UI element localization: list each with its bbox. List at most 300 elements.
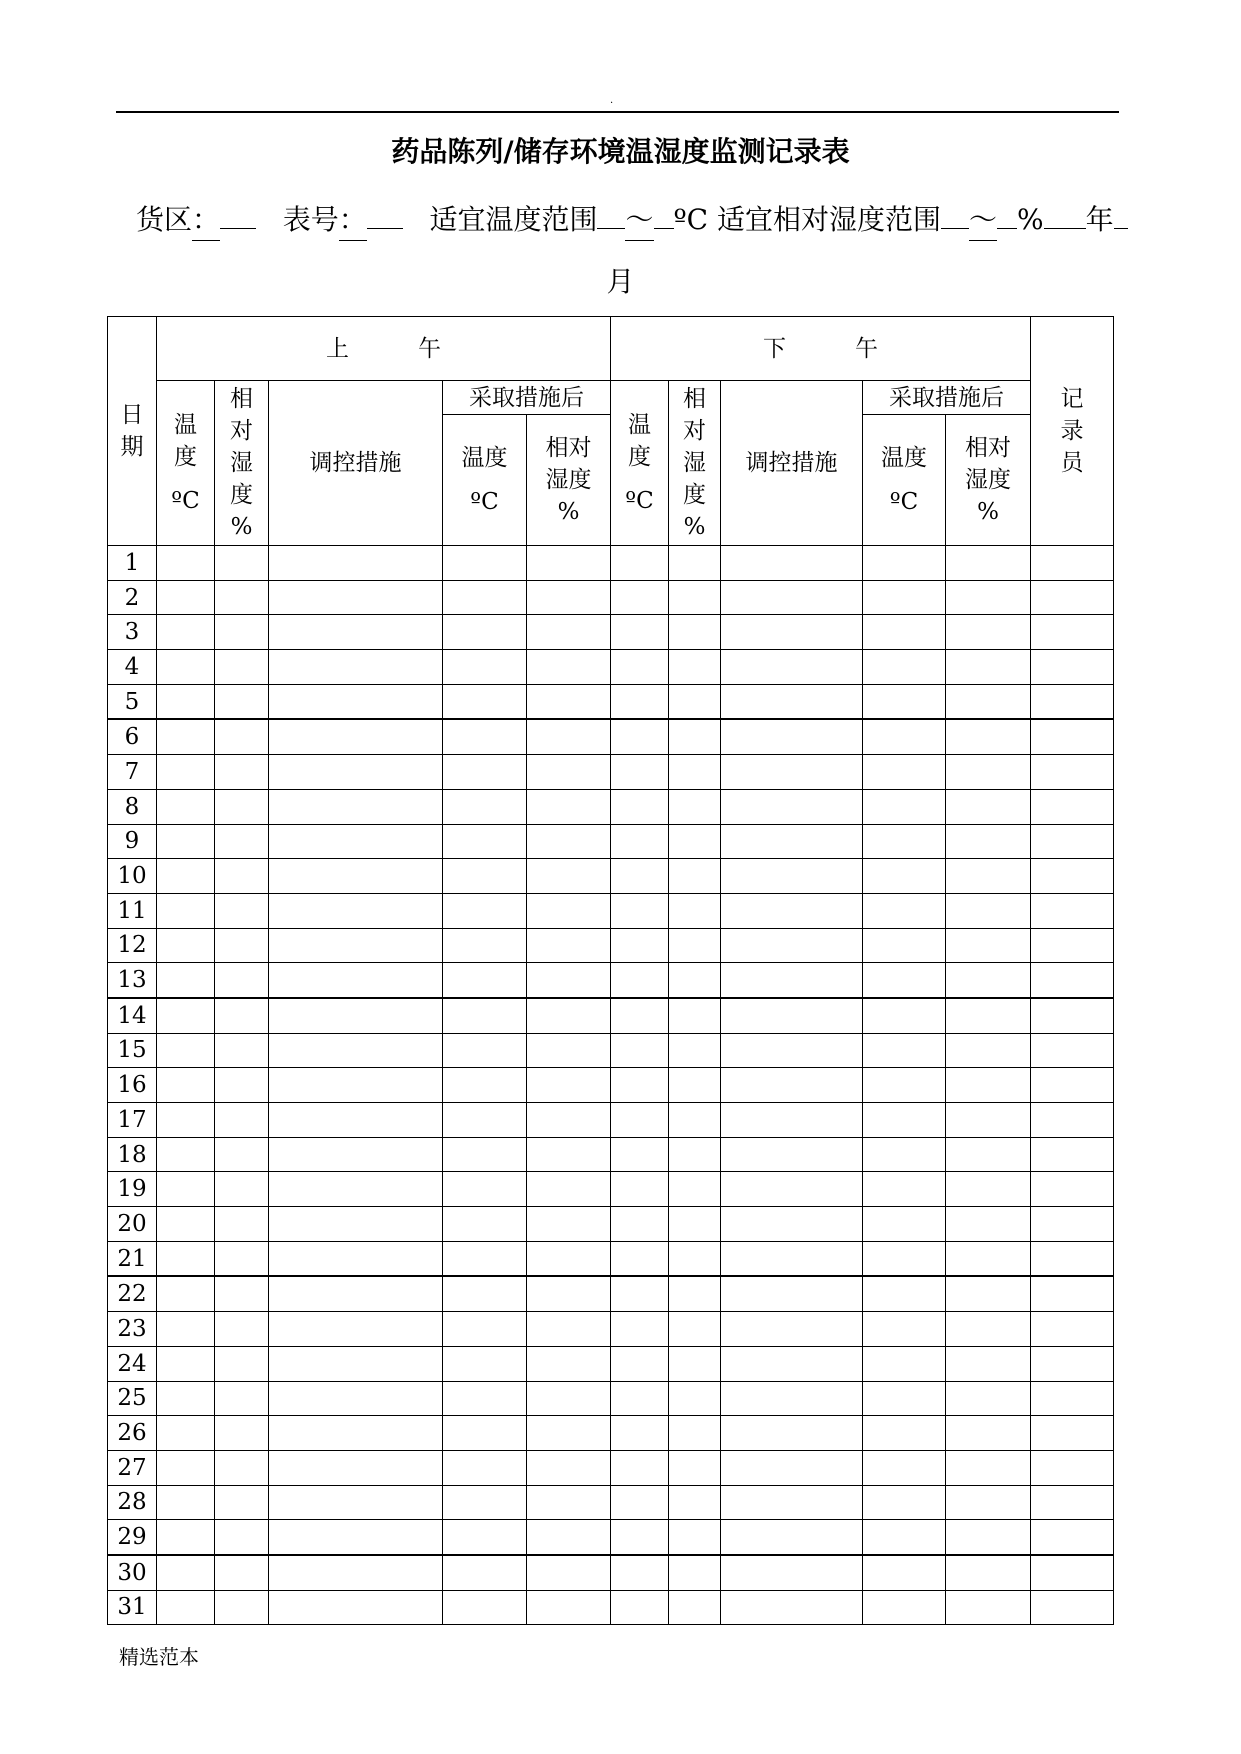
am-after-temp-cell[interactable] (443, 1450, 527, 1485)
am-after-rh-cell[interactable] (527, 998, 611, 1033)
am-rh-cell[interactable] (215, 684, 269, 719)
am-temp-cell[interactable] (157, 1450, 215, 1485)
pm-measure-cell[interactable] (721, 1381, 863, 1416)
am-rh-cell[interactable] (215, 998, 269, 1033)
pm-temp-cell[interactable] (611, 789, 669, 824)
am-after-temp-cell[interactable] (443, 1416, 527, 1451)
pm-after-temp-cell[interactable] (863, 789, 946, 824)
pm-measure-cell[interactable] (721, 1485, 863, 1520)
am-after-rh-cell[interactable] (527, 1207, 611, 1242)
pm-rh-cell[interactable] (669, 684, 721, 719)
pm-temp-cell[interactable] (611, 1068, 669, 1103)
am-rh-cell[interactable] (215, 1485, 269, 1520)
pm-after-rh-cell[interactable] (946, 1555, 1031, 1590)
recorder-cell[interactable] (1031, 893, 1114, 928)
am-after-temp-cell[interactable] (443, 893, 527, 928)
pm-after-rh-cell[interactable] (946, 1276, 1031, 1311)
pm-after-rh-cell[interactable] (946, 1520, 1031, 1555)
recorder-cell[interactable] (1031, 1103, 1114, 1138)
pm-after-rh-cell[interactable] (946, 615, 1031, 650)
pm-rh-cell[interactable] (669, 1555, 721, 1590)
recorder-cell[interactable] (1031, 1381, 1114, 1416)
pm-measure-cell[interactable] (721, 1172, 863, 1207)
pm-temp-cell[interactable] (611, 1172, 669, 1207)
pm-after-temp-cell[interactable] (863, 1068, 946, 1103)
am-after-rh-cell[interactable] (527, 824, 611, 859)
pm-measure-cell[interactable] (721, 1346, 863, 1381)
am-temp-cell[interactable] (157, 1137, 215, 1172)
pm-temp-cell[interactable] (611, 1520, 669, 1555)
pm-after-temp-cell[interactable] (863, 1033, 946, 1068)
pm-rh-cell[interactable] (669, 893, 721, 928)
am-after-temp-cell[interactable] (443, 928, 527, 963)
am-after-temp-cell[interactable] (443, 1520, 527, 1555)
pm-temp-cell[interactable] (611, 859, 669, 894)
pm-rh-cell[interactable] (669, 824, 721, 859)
pm-rh-cell[interactable] (669, 1416, 721, 1451)
am-temp-cell[interactable] (157, 1033, 215, 1068)
am-after-rh-cell[interactable] (527, 1450, 611, 1485)
pm-measure-cell[interactable] (721, 1450, 863, 1485)
pm-after-temp-cell[interactable] (863, 580, 946, 615)
am-after-temp-cell[interactable] (443, 1207, 527, 1242)
am-after-rh-cell[interactable] (527, 1346, 611, 1381)
pm-measure-cell[interactable] (721, 650, 863, 685)
am-rh-cell[interactable] (215, 615, 269, 650)
pm-temp-cell[interactable] (611, 580, 669, 615)
am-rh-cell[interactable] (215, 1590, 269, 1625)
pm-measure-cell[interactable] (721, 546, 863, 581)
pm-rh-cell[interactable] (669, 1450, 721, 1485)
pm-rh-cell[interactable] (669, 1590, 721, 1625)
pm-rh-cell[interactable] (669, 1312, 721, 1347)
am-temp-cell[interactable] (157, 928, 215, 963)
pm-temp-cell[interactable] (611, 1346, 669, 1381)
pm-temp-cell[interactable] (611, 893, 669, 928)
am-rh-cell[interactable] (215, 824, 269, 859)
am-temp-cell[interactable] (157, 1485, 215, 1520)
pm-rh-cell[interactable] (669, 719, 721, 754)
am-measure-cell[interactable] (269, 1312, 443, 1347)
am-rh-cell[interactable] (215, 928, 269, 963)
pm-after-temp-cell[interactable] (863, 928, 946, 963)
area-blank[interactable] (220, 198, 256, 229)
pm-temp-cell[interactable] (611, 1033, 669, 1068)
pm-after-temp-cell[interactable] (863, 1346, 946, 1381)
pm-rh-cell[interactable] (669, 755, 721, 790)
pm-measure-cell[interactable] (721, 1416, 863, 1451)
am-measure-cell[interactable] (269, 1241, 443, 1276)
pm-after-temp-cell[interactable] (863, 1207, 946, 1242)
am-after-rh-cell[interactable] (527, 1172, 611, 1207)
pm-after-rh-cell[interactable] (946, 789, 1031, 824)
am-temp-cell[interactable] (157, 1416, 215, 1451)
pm-after-temp-cell[interactable] (863, 755, 946, 790)
rh-max-blank[interactable] (997, 198, 1017, 229)
pm-measure-cell[interactable] (721, 998, 863, 1033)
am-after-temp-cell[interactable] (443, 1381, 527, 1416)
am-after-rh-cell[interactable] (527, 1312, 611, 1347)
pm-rh-cell[interactable] (669, 1172, 721, 1207)
am-after-temp-cell[interactable] (443, 998, 527, 1033)
am-temp-cell[interactable] (157, 546, 215, 581)
am-measure-cell[interactable] (269, 1520, 443, 1555)
am-after-temp-cell[interactable] (443, 755, 527, 790)
am-temp-cell[interactable] (157, 859, 215, 894)
pm-measure-cell[interactable] (721, 580, 863, 615)
am-temp-cell[interactable] (157, 998, 215, 1033)
pm-temp-cell[interactable] (611, 546, 669, 581)
pm-temp-cell[interactable] (611, 1416, 669, 1451)
pm-after-rh-cell[interactable] (946, 1207, 1031, 1242)
pm-temp-cell[interactable] (611, 1276, 669, 1311)
recorder-cell[interactable] (1031, 963, 1114, 998)
pm-temp-cell[interactable] (611, 963, 669, 998)
am-after-rh-cell[interactable] (527, 1416, 611, 1451)
pm-after-rh-cell[interactable] (946, 1172, 1031, 1207)
am-measure-cell[interactable] (269, 928, 443, 963)
am-temp-cell[interactable] (157, 824, 215, 859)
am-after-rh-cell[interactable] (527, 1103, 611, 1138)
pm-after-rh-cell[interactable] (946, 755, 1031, 790)
pm-temp-cell[interactable] (611, 1555, 669, 1590)
am-temp-cell[interactable] (157, 1241, 215, 1276)
am-temp-cell[interactable] (157, 1346, 215, 1381)
pm-after-temp-cell[interactable] (863, 893, 946, 928)
am-measure-cell[interactable] (269, 1276, 443, 1311)
pm-measure-cell[interactable] (721, 1312, 863, 1347)
pm-temp-cell[interactable] (611, 1103, 669, 1138)
pm-after-rh-cell[interactable] (946, 1450, 1031, 1485)
am-rh-cell[interactable] (215, 1137, 269, 1172)
pm-after-rh-cell[interactable] (946, 1068, 1031, 1103)
pm-after-temp-cell[interactable] (863, 546, 946, 581)
am-after-rh-cell[interactable] (527, 1485, 611, 1520)
pm-after-rh-cell[interactable] (946, 859, 1031, 894)
recorder-cell[interactable] (1031, 684, 1114, 719)
am-temp-cell[interactable] (157, 1520, 215, 1555)
pm-after-rh-cell[interactable] (946, 1381, 1031, 1416)
am-after-rh-cell[interactable] (527, 893, 611, 928)
am-measure-cell[interactable] (269, 893, 443, 928)
recorder-cell[interactable] (1031, 1346, 1114, 1381)
pm-temp-cell[interactable] (611, 684, 669, 719)
pm-measure-cell[interactable] (721, 1520, 863, 1555)
recorder-cell[interactable] (1031, 1416, 1114, 1451)
am-after-temp-cell[interactable] (443, 650, 527, 685)
am-rh-cell[interactable] (215, 580, 269, 615)
pm-rh-cell[interactable] (669, 859, 721, 894)
am-after-temp-cell[interactable] (443, 789, 527, 824)
pm-temp-cell[interactable] (611, 1590, 669, 1625)
pm-after-temp-cell[interactable] (863, 1172, 946, 1207)
am-temp-cell[interactable] (157, 1068, 215, 1103)
am-after-temp-cell[interactable] (443, 1103, 527, 1138)
pm-rh-cell[interactable] (669, 1241, 721, 1276)
recorder-cell[interactable] (1031, 1172, 1114, 1207)
am-measure-cell[interactable] (269, 824, 443, 859)
recorder-cell[interactable] (1031, 650, 1114, 685)
am-temp-cell[interactable] (157, 684, 215, 719)
am-after-rh-cell[interactable] (527, 650, 611, 685)
am-measure-cell[interactable] (269, 1172, 443, 1207)
pm-after-temp-cell[interactable] (863, 1276, 946, 1311)
am-after-temp-cell[interactable] (443, 719, 527, 754)
am-measure-cell[interactable] (269, 789, 443, 824)
am-after-temp-cell[interactable] (443, 1276, 527, 1311)
recorder-cell[interactable] (1031, 615, 1114, 650)
am-rh-cell[interactable] (215, 1312, 269, 1347)
pm-after-temp-cell[interactable] (863, 1312, 946, 1347)
am-rh-cell[interactable] (215, 1346, 269, 1381)
recorder-cell[interactable] (1031, 1137, 1114, 1172)
pm-after-temp-cell[interactable] (863, 1590, 946, 1625)
pm-after-temp-cell[interactable] (863, 1450, 946, 1485)
pm-after-rh-cell[interactable] (946, 963, 1031, 998)
pm-rh-cell[interactable] (669, 1381, 721, 1416)
am-measure-cell[interactable] (269, 684, 443, 719)
am-after-rh-cell[interactable] (527, 1555, 611, 1590)
am-after-rh-cell[interactable] (527, 963, 611, 998)
am-after-rh-cell[interactable] (527, 1068, 611, 1103)
pm-after-temp-cell[interactable] (863, 998, 946, 1033)
pm-measure-cell[interactable] (721, 859, 863, 894)
rh-min-blank[interactable] (941, 198, 969, 229)
am-rh-cell[interactable] (215, 1555, 269, 1590)
am-rh-cell[interactable] (215, 1276, 269, 1311)
am-rh-cell[interactable] (215, 755, 269, 790)
am-after-rh-cell[interactable] (527, 755, 611, 790)
am-measure-cell[interactable] (269, 998, 443, 1033)
am-rh-cell[interactable] (215, 1103, 269, 1138)
pm-temp-cell[interactable] (611, 998, 669, 1033)
pm-temp-cell[interactable] (611, 1485, 669, 1520)
month-blank[interactable] (1114, 198, 1128, 229)
am-after-temp-cell[interactable] (443, 615, 527, 650)
am-after-temp-cell[interactable] (443, 1590, 527, 1625)
temp-max-blank[interactable] (654, 198, 674, 229)
am-measure-cell[interactable] (269, 650, 443, 685)
pm-temp-cell[interactable] (611, 719, 669, 754)
pm-measure-cell[interactable] (721, 1068, 863, 1103)
pm-temp-cell[interactable] (611, 824, 669, 859)
pm-after-temp-cell[interactable] (863, 1381, 946, 1416)
am-after-temp-cell[interactable] (443, 1241, 527, 1276)
am-measure-cell[interactable] (269, 1450, 443, 1485)
am-rh-cell[interactable] (215, 1207, 269, 1242)
am-measure-cell[interactable] (269, 1590, 443, 1625)
recorder-cell[interactable] (1031, 1276, 1114, 1311)
am-rh-cell[interactable] (215, 1520, 269, 1555)
am-after-rh-cell[interactable] (527, 1590, 611, 1625)
am-after-rh-cell[interactable] (527, 615, 611, 650)
am-rh-cell[interactable] (215, 1416, 269, 1451)
am-rh-cell[interactable] (215, 719, 269, 754)
pm-after-temp-cell[interactable] (863, 1485, 946, 1520)
pm-rh-cell[interactable] (669, 928, 721, 963)
am-after-temp-cell[interactable] (443, 824, 527, 859)
pm-rh-cell[interactable] (669, 546, 721, 581)
pm-after-rh-cell[interactable] (946, 546, 1031, 581)
am-after-temp-cell[interactable] (443, 1485, 527, 1520)
year-blank[interactable] (1044, 198, 1086, 229)
pm-after-rh-cell[interactable] (946, 650, 1031, 685)
am-rh-cell[interactable] (215, 1033, 269, 1068)
am-after-temp-cell[interactable] (443, 1068, 527, 1103)
am-temp-cell[interactable] (157, 719, 215, 754)
am-temp-cell[interactable] (157, 1555, 215, 1590)
am-rh-cell[interactable] (215, 1381, 269, 1416)
pm-rh-cell[interactable] (669, 1033, 721, 1068)
am-measure-cell[interactable] (269, 963, 443, 998)
recorder-cell[interactable] (1031, 998, 1114, 1033)
pm-rh-cell[interactable] (669, 650, 721, 685)
am-temp-cell[interactable] (157, 963, 215, 998)
pm-after-rh-cell[interactable] (946, 1485, 1031, 1520)
pm-measure-cell[interactable] (721, 963, 863, 998)
pm-rh-cell[interactable] (669, 1137, 721, 1172)
recorder-cell[interactable] (1031, 1068, 1114, 1103)
am-after-temp-cell[interactable] (443, 1346, 527, 1381)
pm-rh-cell[interactable] (669, 1346, 721, 1381)
recorder-cell[interactable] (1031, 859, 1114, 894)
pm-measure-cell[interactable] (721, 615, 863, 650)
pm-rh-cell[interactable] (669, 580, 721, 615)
am-rh-cell[interactable] (215, 963, 269, 998)
am-measure-cell[interactable] (269, 755, 443, 790)
recorder-cell[interactable] (1031, 546, 1114, 581)
recorder-cell[interactable] (1031, 789, 1114, 824)
pm-after-temp-cell[interactable] (863, 1555, 946, 1590)
am-after-temp-cell[interactable] (443, 1137, 527, 1172)
pm-after-temp-cell[interactable] (863, 963, 946, 998)
am-measure-cell[interactable] (269, 1103, 443, 1138)
am-after-rh-cell[interactable] (527, 1520, 611, 1555)
am-measure-cell[interactable] (269, 1555, 443, 1590)
am-temp-cell[interactable] (157, 789, 215, 824)
pm-after-rh-cell[interactable] (946, 684, 1031, 719)
am-measure-cell[interactable] (269, 1033, 443, 1068)
am-after-rh-cell[interactable] (527, 1033, 611, 1068)
am-after-temp-cell[interactable] (443, 859, 527, 894)
pm-rh-cell[interactable] (669, 1207, 721, 1242)
recorder-cell[interactable] (1031, 928, 1114, 963)
pm-after-rh-cell[interactable] (946, 1033, 1031, 1068)
am-temp-cell[interactable] (157, 1103, 215, 1138)
am-temp-cell[interactable] (157, 1312, 215, 1347)
pm-temp-cell[interactable] (611, 1450, 669, 1485)
am-measure-cell[interactable] (269, 1068, 443, 1103)
am-measure-cell[interactable] (269, 580, 443, 615)
am-measure-cell[interactable] (269, 1381, 443, 1416)
am-temp-cell[interactable] (157, 1207, 215, 1242)
pm-temp-cell[interactable] (611, 1381, 669, 1416)
am-measure-cell[interactable] (269, 546, 443, 581)
am-rh-cell[interactable] (215, 650, 269, 685)
pm-rh-cell[interactable] (669, 1068, 721, 1103)
pm-temp-cell[interactable] (611, 1241, 669, 1276)
recorder-cell[interactable] (1031, 1590, 1114, 1625)
am-rh-cell[interactable] (215, 789, 269, 824)
am-after-temp-cell[interactable] (443, 684, 527, 719)
am-rh-cell[interactable] (215, 1241, 269, 1276)
am-rh-cell[interactable] (215, 859, 269, 894)
pm-after-rh-cell[interactable] (946, 824, 1031, 859)
am-rh-cell[interactable] (215, 1172, 269, 1207)
pm-after-rh-cell[interactable] (946, 1346, 1031, 1381)
pm-after-rh-cell[interactable] (946, 893, 1031, 928)
pm-after-temp-cell[interactable] (863, 1103, 946, 1138)
pm-after-temp-cell[interactable] (863, 684, 946, 719)
am-after-rh-cell[interactable] (527, 859, 611, 894)
pm-after-temp-cell[interactable] (863, 824, 946, 859)
pm-after-rh-cell[interactable] (946, 1312, 1031, 1347)
pm-after-temp-cell[interactable] (863, 1241, 946, 1276)
pm-temp-cell[interactable] (611, 1137, 669, 1172)
recorder-cell[interactable] (1031, 1312, 1114, 1347)
am-after-rh-cell[interactable] (527, 928, 611, 963)
recorder-cell[interactable] (1031, 1555, 1114, 1590)
am-after-temp-cell[interactable] (443, 546, 527, 581)
am-rh-cell[interactable] (215, 546, 269, 581)
pm-temp-cell[interactable] (611, 1207, 669, 1242)
pm-temp-cell[interactable] (611, 1312, 669, 1347)
am-measure-cell[interactable] (269, 1207, 443, 1242)
pm-after-rh-cell[interactable] (946, 1590, 1031, 1625)
pm-after-rh-cell[interactable] (946, 998, 1031, 1033)
pm-temp-cell[interactable] (611, 650, 669, 685)
am-after-temp-cell[interactable] (443, 1312, 527, 1347)
am-after-rh-cell[interactable] (527, 580, 611, 615)
recorder-cell[interactable] (1031, 580, 1114, 615)
am-after-rh-cell[interactable] (527, 684, 611, 719)
am-after-rh-cell[interactable] (527, 789, 611, 824)
am-temp-cell[interactable] (157, 1276, 215, 1311)
am-temp-cell[interactable] (157, 893, 215, 928)
pm-after-rh-cell[interactable] (946, 1241, 1031, 1276)
pm-after-temp-cell[interactable] (863, 719, 946, 754)
pm-temp-cell[interactable] (611, 615, 669, 650)
pm-measure-cell[interactable] (721, 1555, 863, 1590)
pm-measure-cell[interactable] (721, 789, 863, 824)
am-after-rh-cell[interactable] (527, 719, 611, 754)
am-temp-cell[interactable] (157, 1172, 215, 1207)
temp-min-blank[interactable] (597, 198, 625, 229)
am-after-rh-cell[interactable] (527, 1381, 611, 1416)
am-rh-cell[interactable] (215, 893, 269, 928)
am-temp-cell[interactable] (157, 1590, 215, 1625)
pm-measure-cell[interactable] (721, 684, 863, 719)
am-measure-cell[interactable] (269, 1346, 443, 1381)
am-measure-cell[interactable] (269, 1485, 443, 1520)
am-after-rh-cell[interactable] (527, 1241, 611, 1276)
am-temp-cell[interactable] (157, 650, 215, 685)
sheet-blank[interactable] (367, 198, 403, 229)
pm-rh-cell[interactable] (669, 615, 721, 650)
pm-rh-cell[interactable] (669, 1276, 721, 1311)
am-after-temp-cell[interactable] (443, 1033, 527, 1068)
pm-measure-cell[interactable] (721, 1137, 863, 1172)
am-after-rh-cell[interactable] (527, 546, 611, 581)
recorder-cell[interactable] (1031, 824, 1114, 859)
recorder-cell[interactable] (1031, 755, 1114, 790)
pm-rh-cell[interactable] (669, 1520, 721, 1555)
recorder-cell[interactable] (1031, 1450, 1114, 1485)
recorder-cell[interactable] (1031, 1241, 1114, 1276)
pm-rh-cell[interactable] (669, 789, 721, 824)
pm-after-rh-cell[interactable] (946, 928, 1031, 963)
am-rh-cell[interactable] (215, 1450, 269, 1485)
